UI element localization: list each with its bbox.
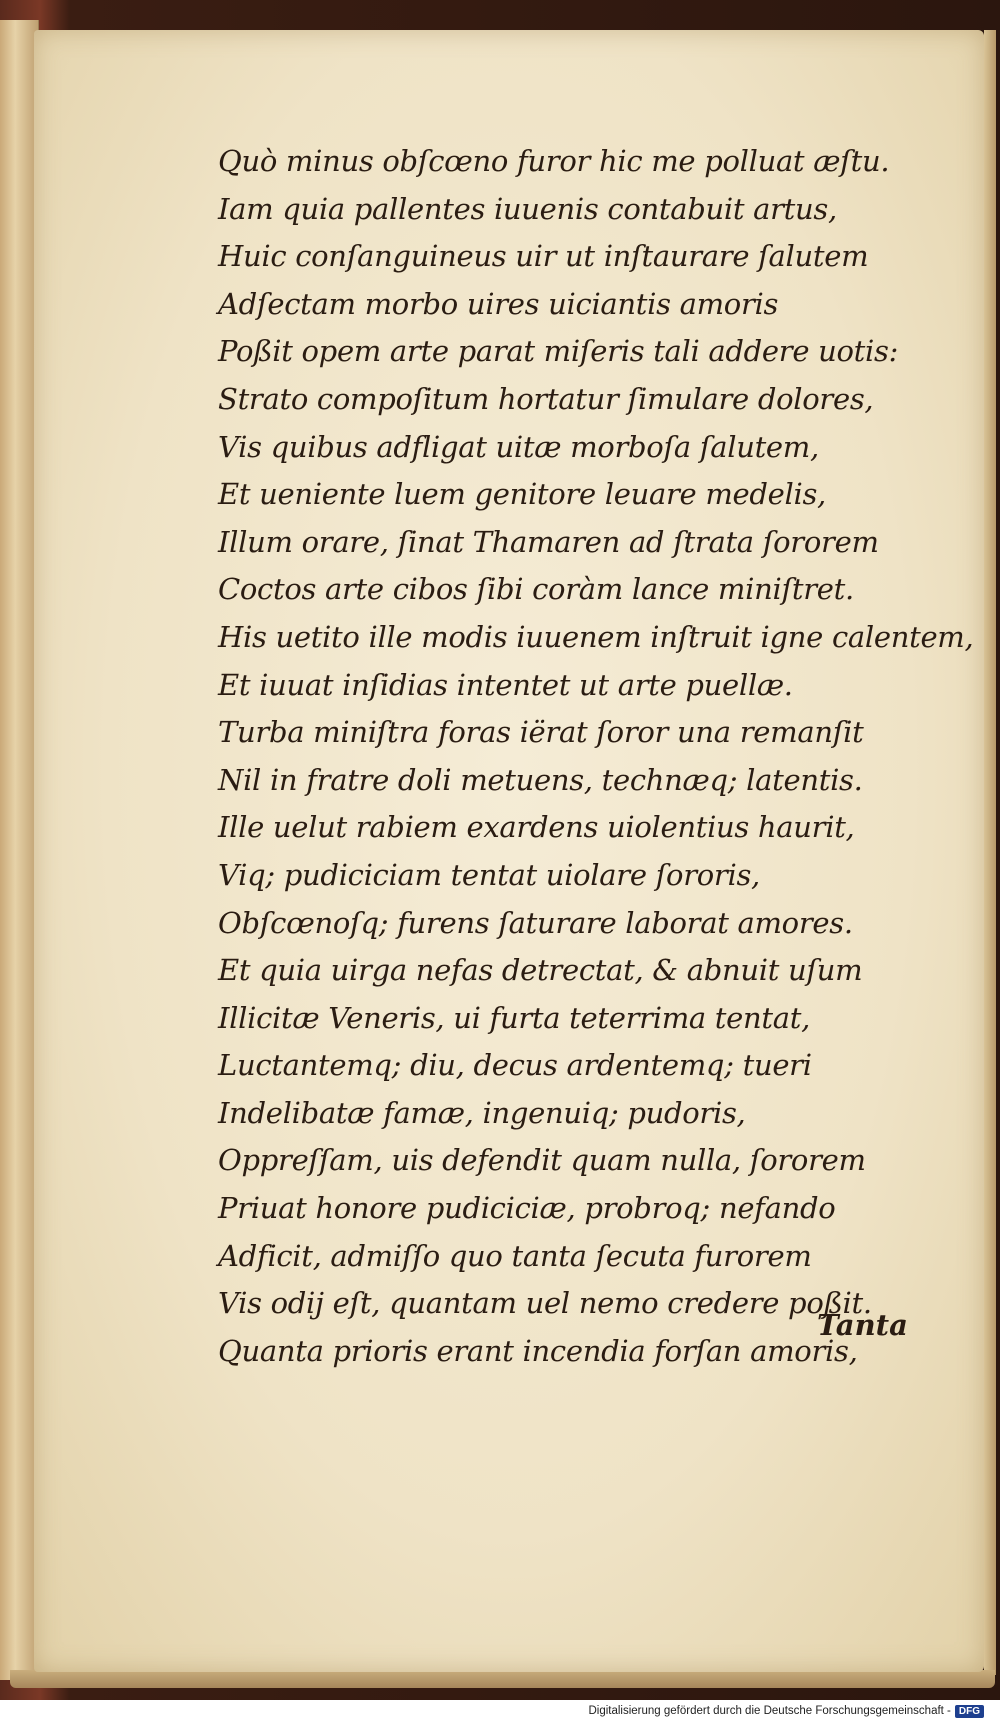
verse-line: Indelibatæ famæ, ingenuiq; pudoris, xyxy=(218,1095,746,1130)
verse-line: His uetito ille modis iuuenem inſtruit igne calentem, xyxy=(218,619,974,654)
verse-line: Adſectam morbo uires uiciantis amoris xyxy=(218,286,779,321)
verse-line: Et iuuat inſidias intentet ut arte puellæ. xyxy=(218,667,793,702)
verse-text xyxy=(218,138,974,1375)
funding-notice: Digitalisierung gefördert durch die Deutsche Forschungsgemeinschaft - xyxy=(588,1705,951,1717)
verse-line: Viq; pudiciciam tentat uiolare ſororis, xyxy=(218,857,760,892)
verse-line: Vis quibus adfligat uitæ morboſa ſalutem, xyxy=(218,429,819,464)
verse-line: Oppreſſam, uis defendit quam nulla, ſororem xyxy=(218,1143,866,1178)
verse-line: Quanta prioris erant incendia forſan amoris, xyxy=(218,1333,858,1368)
verse-line: Obſcœnoſq; furens ſaturare laborat amores. xyxy=(218,905,853,940)
verse-line: Priuat honore pudiciciæ, probroq; nefando xyxy=(218,1191,836,1226)
page-right-edge xyxy=(984,30,996,1675)
verse-line: Et ueniente luem genitore leuare medelis, xyxy=(218,477,826,512)
verse-line: Et quia uirga nefas detrectat, & abnuit uſum xyxy=(218,953,863,988)
verse-line: Illicitæ Veneris, ui furta teterrima tentat, xyxy=(218,1000,811,1035)
verse-line: Quò minus obſcœno furor hic me polluat æſtu. xyxy=(218,144,890,178)
dfg-logo: DFG xyxy=(955,1705,984,1718)
verse-line: Nil in fratre doli metuens, technæq; latentis. xyxy=(218,762,863,797)
verse-line: Coctos arte cibos ſibi coràm lance miniſtret. xyxy=(218,572,854,607)
verse-line: Adficit, admiſſo quo tanta ſecuta furorem xyxy=(218,1238,812,1273)
verse-line: Illum orare, ſinat Thamaren ad ſtrata ſororem xyxy=(218,524,879,559)
catchword: Tanta xyxy=(817,1308,908,1342)
verse-line: Strato compoſitum hortatur ſimulare dolores, xyxy=(218,381,874,416)
verse-line: Ille uelut rabiem exardens uiolentius haurit, xyxy=(218,810,855,845)
page-bottom-edge xyxy=(10,1670,995,1688)
verse-line: Vis odij eſt, quantam uel nemo credere poßit. xyxy=(218,1286,872,1321)
verse-line: Huic conſanguineus uir ut inſtaurare ſalutem xyxy=(218,239,869,274)
verse-line: Luctantemq; diu, decus ardentemq; tueri xyxy=(218,1048,812,1083)
verse-line: Turba miniſtra foras iërat ſoror una remanſit xyxy=(218,715,864,750)
digitization-footer xyxy=(588,1701,984,1721)
verse-line: Poßit opem arte parat miſeris tali addere uotis: xyxy=(218,334,899,369)
verse-line: Iam quia pallentes iuuenis contabuit artus, xyxy=(218,191,837,226)
